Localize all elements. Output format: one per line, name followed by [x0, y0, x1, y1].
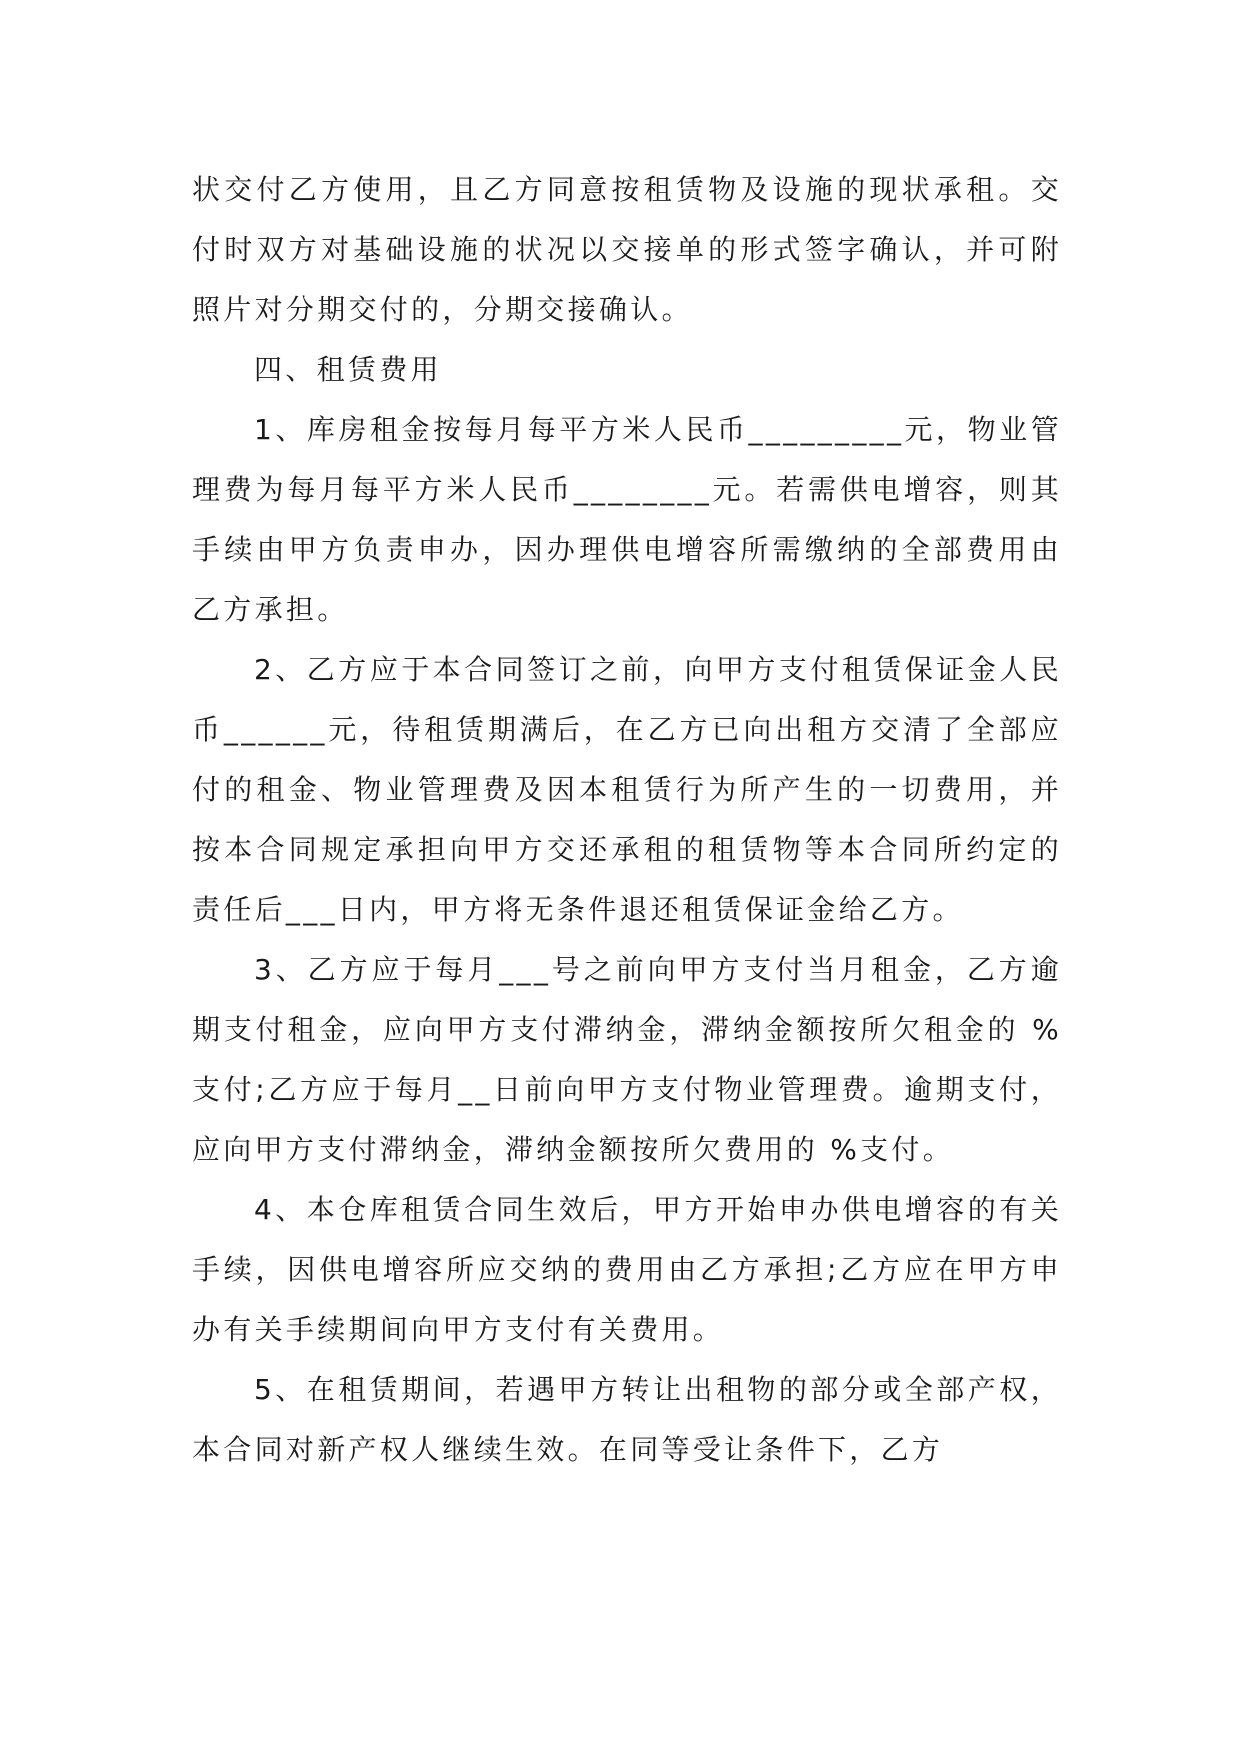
section-heading-rental-fees: 四、租赁费用 [254, 353, 442, 386]
clause-4-power-capacity: 4、本仓库租赁合同生效后，甲方开始申办供电增容的有关手续，因供电增容所应交纳的费用由乙方承担;乙方应在甲方申办有关手续期间向甲方支付有关费用。 [192, 1193, 1062, 1346]
clause-1-rent-and-management-fee: 1、库房租金按每月每平方米人民币_________元，物业管理费为每月每平方米人民币________元。若需供电增容，则其手续由甲方负责申办，因办理供电增容所需缴纳的全部费用由乙方承担。 [192, 413, 1062, 626]
clause-5-property-transfer: 5、在租赁期间，若遇甲方转让出租物的部分或全部产权，本合同对新产权人继续生效。在同等受让条件下，乙方 [192, 1373, 1062, 1466]
paragraph-continued-delivery: 状交付乙方使用，且乙方同意按租赁物及设施的现状承租。交付时双方对基础设施的状况以交接单的形式签字确认，并可附照片对分期交付的，分期交接确认。 [192, 173, 1062, 326]
clause-2-security-deposit: 2、乙方应于本合同签订之前，向甲方支付租赁保证金人民币______元，待租赁期满后，在乙方已向出租方交清了全部应付的租金、物业管理费及因本租赁行为所产生的一切费用，并按本合同规定承担向甲方交还承租的租赁物等本合同所约定的责任后___日内，甲方将无条件退还租赁保证金给乙方。 [192, 653, 1062, 926]
clause-3-payment-schedule: 3、乙方应于每月___号之前向甲方支付当月租金，乙方逾期支付租金，应向甲方支付滞纳金，滞纳金额按所欠租金的 %支付;乙方应于每月__日前向甲方支付物业管理费。逾期支付，应向甲方支付滞纳金，滞纳金额按所欠费用的 %支付。 [192, 953, 1062, 1166]
document-body [192, 160, 1062, 1480]
